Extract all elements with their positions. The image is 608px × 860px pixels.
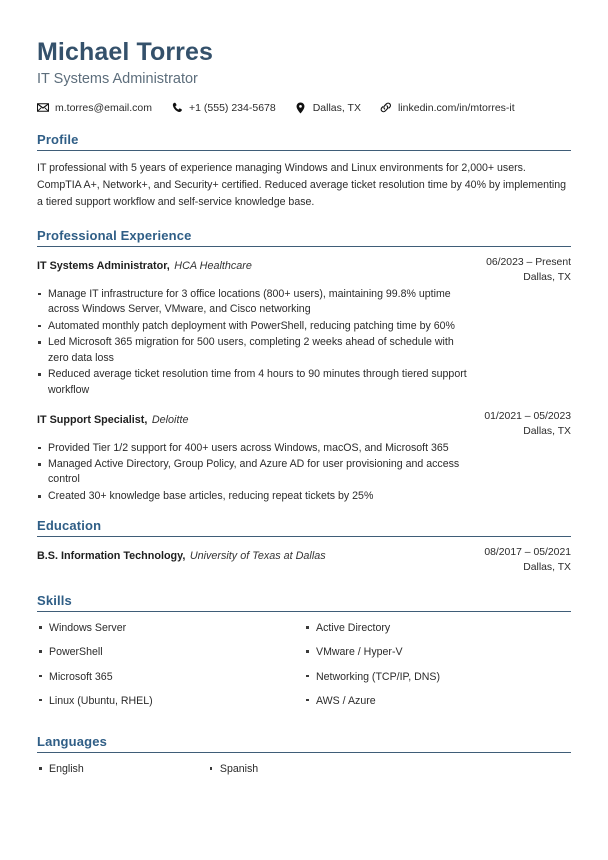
skill-item: Networking (TCP/IP, DNS) — [304, 670, 571, 684]
contact-phone[interactable] — [171, 102, 276, 114]
phone-icon — [171, 102, 183, 114]
email-icon — [37, 102, 49, 114]
education-entry — [37, 546, 571, 576]
language-item: English — [37, 762, 208, 776]
experience-role: IT Systems Administrator, — [37, 260, 170, 273]
section-title-languages: Languages — [37, 734, 107, 750]
section-rule-skills — [37, 611, 571, 612]
section-title-skills: Skills — [37, 592, 72, 608]
location-pin-icon — [295, 102, 307, 114]
experience-entry — [37, 410, 571, 504]
education-dates: 08/2017 – 05/2021 — [484, 547, 571, 559]
section-languages — [37, 734, 571, 786]
experience-location: Dallas, TX — [523, 272, 571, 284]
experience-role: IT Support Specialist, — [37, 414, 148, 427]
skill-item: AWS / Azure — [304, 694, 571, 708]
experience-bullet: Managed Active Directory, Group Policy, and Azure AD for user provisioning and access control — [37, 457, 468, 488]
experience-bullet: Manage IT infrastructure for 3 office locations (800+ users), maintaining 99.8% uptime across Windows Server, VMware, and Cisco networking — [37, 287, 468, 318]
skill-item: VMware / Hyper-V — [304, 645, 571, 659]
contact-linkedin[interactable] — [380, 102, 515, 114]
experience-meta — [484, 410, 571, 440]
experience-bullet: Automated monthly patch deployment with PowerShell, reducing patching time by 60% — [37, 319, 468, 334]
experience-organization: HCA Healthcare — [174, 260, 252, 273]
experience-bullet: Provided Tier 1/2 support for 400+ users across Windows, macOS, and Microsoft 365 — [37, 441, 468, 456]
section-experience — [37, 228, 571, 504]
contact-email[interactable] — [37, 102, 152, 114]
experience-meta — [486, 256, 571, 286]
experience-entry-title-group — [37, 256, 486, 274]
experience-organization: Deloitte — [151, 414, 189, 427]
experience-location: Dallas, TX — [523, 425, 571, 437]
section-title-education: Education — [37, 518, 102, 534]
experience-dates: 06/2023 – Present — [486, 257, 571, 269]
section-rule-education — [37, 536, 571, 537]
candidate-name: Michael Torres — [37, 38, 213, 66]
experience-bullet: Reduced average ticket resolution time from 4 hours to 90 minutes through tiered support workflow — [37, 367, 468, 398]
skill-item: Microsoft 365 — [37, 670, 304, 684]
education-meta — [484, 546, 571, 576]
contact-phone-text: +1 (555) 234-5678 — [189, 101, 276, 114]
experience-bullet-list — [37, 441, 571, 505]
experience-entry-header — [37, 410, 571, 440]
language-item: Spanish — [208, 762, 379, 776]
section-education — [37, 518, 571, 576]
contact-location-text: Dallas, TX — [312, 101, 361, 114]
education-location: Dallas, TX — [523, 562, 571, 574]
profile-summary-text: IT professional with 5 years of experience managing Windows and Linux environments for 2,000+ users. CompTIA A+, Network+, and Security+ certified. Reduced average ticket resolution time by 40% by implementing a tiered support workflow and self-service knowledge base. — [37, 161, 567, 209]
section-title-profile: Profile — [37, 131, 79, 147]
section-title-experience: Professional Experience — [37, 228, 192, 244]
experience-entry — [37, 256, 571, 398]
education-degree: B.S. Information Technology, — [37, 550, 186, 563]
experience-entry-title-group — [37, 410, 484, 428]
contact-email-text: m.torres@email.com — [55, 101, 153, 114]
link-icon — [380, 102, 392, 114]
skill-item: PowerShell — [37, 645, 304, 659]
experience-dates: 01/2021 – 05/2023 — [484, 411, 571, 423]
skill-item: Active Directory — [304, 621, 571, 635]
candidate-headline: IT Systems Administrator — [37, 70, 198, 87]
skill-item: Linux (Ubuntu, RHEL) — [37, 694, 304, 708]
section-rule-experience — [37, 246, 571, 247]
section-rule-languages — [37, 752, 571, 753]
contact-row — [37, 102, 571, 114]
education-entry-title-group — [37, 546, 484, 564]
skill-item: Windows Server — [37, 621, 304, 635]
section-profile — [37, 132, 571, 211]
contact-location — [295, 102, 361, 114]
experience-bullet: Led Microsoft 365 migration for 500 users, completing 2 weeks ahead of schedule with zero data loss — [37, 335, 468, 366]
section-skills — [37, 593, 571, 718]
contact-linkedin-text: linkedin.com/in/mtorres-it — [397, 101, 515, 114]
education-school: University of Texas at Dallas — [189, 550, 326, 563]
resume-header — [37, 38, 571, 114]
skills-list — [37, 621, 571, 718]
languages-list — [37, 762, 571, 786]
education-entry-header — [37, 546, 571, 576]
experience-bullet: Created 30+ knowledge base articles, reducing repeat tickets by 25% — [37, 489, 468, 504]
experience-entry-header — [37, 256, 571, 286]
experience-bullet-list — [37, 287, 571, 398]
section-rule-profile — [37, 150, 571, 151]
